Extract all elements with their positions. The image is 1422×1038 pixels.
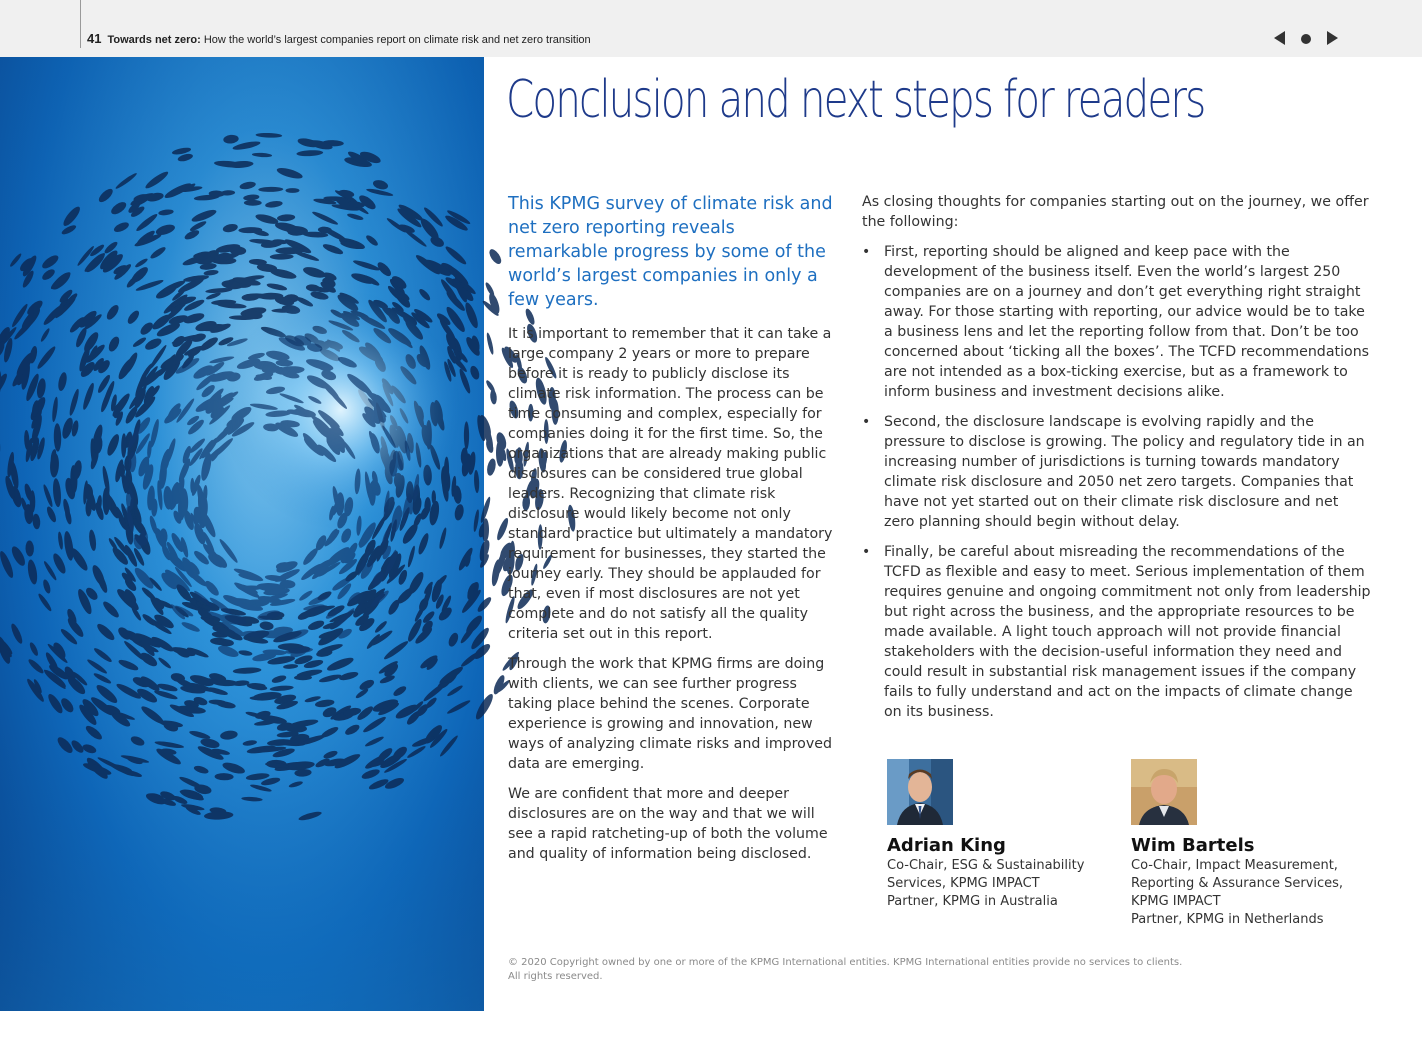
- contact-card-adrian-king: [887, 759, 1117, 911]
- person-role-line: Partner, KPMG in Australia: [887, 894, 1058, 909]
- fish-shape: [487, 247, 504, 266]
- intro-paragraph: As closing thoughts for companies starting out on the journey, we offer the following:: [862, 194, 1369, 230]
- home-dot-icon[interactable]: [1301, 34, 1311, 44]
- recommendation-list: [862, 242, 1372, 722]
- body-paragraph: It is important to remember that it can take a large company 2 years or more to prepare before it is ready to publicly disclose its climate risk information. The process can be time consuming and complex, especially for companies doing it for the first time. So, the organizations that are already making public disclosures can be considered true global leaders. Recognizing that climate risk disclosure would likely become not only standard practice but ultimately a mandatory requirement for businesses, they started the journey early. They should be applauded for that, even if most disclosures are not yet complete and do not satisfy all the quality criteria set out in this report.: [508, 326, 833, 642]
- report-title-rest: How the world’s largest companies report on climate risk and net zero transition: [200, 34, 591, 46]
- person-role-line: Services, KPMG IMPACT: [887, 876, 1040, 891]
- fish-vortex-illustration: [0, 57, 484, 1011]
- report-title-bold: Towards net zero:: [107, 34, 201, 46]
- avatar: [1131, 759, 1197, 825]
- contact-card-wim-bartels: [1131, 759, 1361, 929]
- next-page-icon[interactable]: [1327, 31, 1338, 45]
- person-name: Adrian King: [887, 835, 1006, 856]
- bullet-glyph: •: [862, 544, 871, 560]
- page-number: 41: [87, 31, 102, 46]
- person-name: Wim Bartels: [1131, 835, 1255, 856]
- fish-shape: [244, 200, 262, 206]
- fish-shape: [485, 332, 494, 355]
- list-item: [862, 412, 1372, 532]
- fish-shape: [487, 292, 502, 315]
- running-header: [87, 31, 591, 46]
- fish-shape: [490, 389, 498, 404]
- copyright-footer: [508, 956, 1228, 984]
- fish-shape: [285, 188, 299, 193]
- left-text-column: [508, 192, 838, 874]
- list-item: [862, 542, 1372, 722]
- right-text-column: [862, 192, 1372, 732]
- logo-wordmark: KPMG: [80, 1020, 123, 1037]
- person-role-line: Co-Chair, Impact Measurement,: [1131, 858, 1338, 873]
- fish-shape: [486, 458, 498, 477]
- divider: [80, 0, 81, 48]
- fish-shape: [496, 439, 504, 466]
- list-item-text: Finally, be careful about misreading the recommendations of the TCFD as flexible and easy to meet. Serious implementation of them requires genuine and ongoing commitment not only from leadership but right across the business, and the appropriate resources to be made available. A light touch approach will not provide financial stakeholders with the decision-useful information they need and could result in substantial risk management issues if the company fails to fully understand and act on the impacts of climate change on its business.: [884, 544, 1371, 720]
- person-role-line: Partner, KPMG in Netherlands: [1131, 912, 1324, 927]
- fish-shape: [275, 247, 303, 254]
- bullet-glyph: •: [862, 414, 871, 430]
- person-role-line: Reporting & Assurance Services,: [1131, 876, 1344, 891]
- lead-paragraph: This KPMG survey of climate risk and net zero reporting reveals remarkable progress by some of the world’s largest companies in only a few years.: [508, 194, 833, 310]
- page-title: Conclusion and next steps for readers: [506, 70, 1205, 130]
- list-item-text: Second, the disclosure landscape is evolving rapidly and the pressure to disclose is growing. The policy and regulatory tide in an increasing number of jurisdictions is turning towards mandatory climate risk disclosure and 2050 net zero targets. Companies that have not yet started out on their climate risk disclosure and net zero planning should begin without delay.: [884, 414, 1365, 530]
- person-role-line: Co-Chair, ESG & Sustainability: [887, 858, 1085, 873]
- person-role-line: KPMG IMPACT: [1131, 894, 1221, 909]
- list-item-text: First, reporting should be aligned and keep pace with the development of the business itself. Even the world’s largest 250 companies are on a journey and don’t get everything right straight away. For those starting with reporting, our advice would be to take a business lens and let the reporting follow from that. Don’t be too concerned about ‘ticking all the boxes’. The TCFD recommendations are not intended as a box-ticking exercise, but as a framework to inform business and investment decisions alike.: [884, 244, 1370, 400]
- body-paragraph: We are confident that more and deeper disclosures are on the way and that we will see a rapid ratcheting-up of both the volume and quality of information being disclosed.: [508, 786, 828, 862]
- previous-page-icon[interactable]: [1274, 31, 1285, 45]
- fish-shape: [485, 438, 495, 453]
- avatar: [887, 759, 953, 825]
- rights-line: All rights reserved.: [508, 971, 603, 982]
- copyright-line: © 2020 Copyright owned by one or more of the KPMG International entities. KPMG International entities provide no services to clients.: [508, 957, 1183, 968]
- top-bar: [0, 0, 1422, 57]
- page-navigation: [1266, 26, 1342, 50]
- bullet-glyph: •: [862, 244, 871, 260]
- list-item: [862, 242, 1372, 402]
- body-paragraph: Through the work that KPMG firms are doing with clients, we can see further progress taking place behind the scenes. Corporate experience is growing and innovation, new ways of analyzing climate risks and improved data are emerging.: [508, 656, 832, 772]
- kpmg-logo: [80, 1012, 148, 1038]
- fish-school-photo: [0, 57, 484, 1037]
